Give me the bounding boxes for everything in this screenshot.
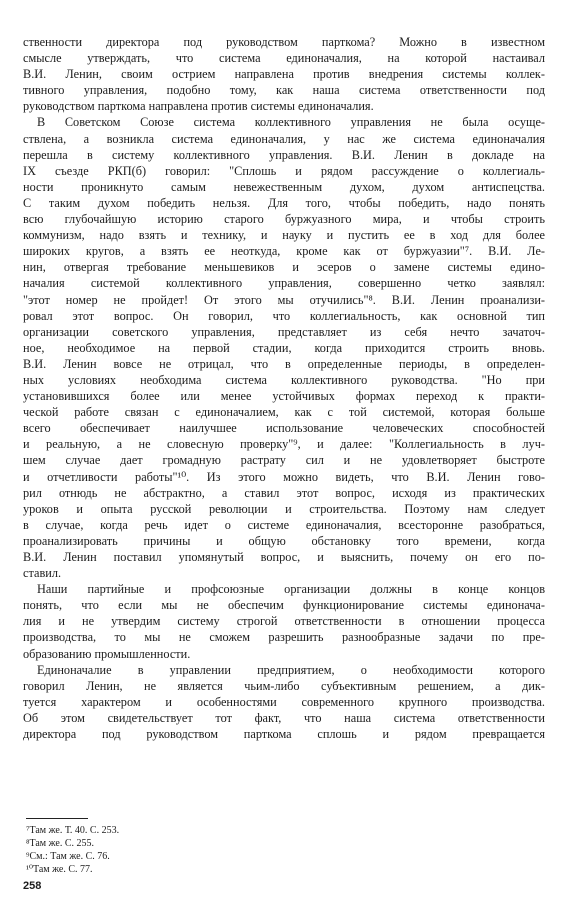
- text-line: началия системой коллективного управления, совершенно четко заявлял:: [23, 276, 545, 291]
- text-line: уроков и опыта русской революции и строительства. Поэтому нам следует: [23, 501, 545, 516]
- text-line: всего обеспечивает наилучшее использование человеческих способностей: [23, 421, 545, 436]
- footnote: ⁸Там же. С. 255.: [26, 838, 94, 849]
- text-line: понять, что если мы не обеспечим функционирование системы единонача-: [23, 598, 545, 613]
- text-line: организации советского управления, представляет из себя нечто зачаточ-: [23, 324, 545, 339]
- footnote: ⁹См.: Там же. С. 76.: [26, 851, 110, 862]
- text-line: тивного управления, подобно тому, как наша система ответственности под: [23, 83, 545, 98]
- text-line: в случае, когда речь идет о системе единоначалия, всесторонне разобраться,: [23, 517, 545, 532]
- text-line: ставил.: [23, 566, 62, 581]
- text-line: IX съезде РКП(б) говорил: "Сплошь и рядом рассуждение о коллегиаль-: [23, 163, 545, 178]
- text-line: рил отнюдь не абстрактно, а ставил этот вопрос, исходя из практических: [23, 485, 545, 500]
- footnote: ⁷Там же. Т. 40. С. 253.: [26, 825, 120, 836]
- text-line: и отчетливости работы"¹⁰. Из этого можно видеть, что В.И. Ленин гово-: [23, 469, 545, 484]
- text-line: ственности директора под руководством парткома? Можно в известном: [23, 35, 545, 49]
- text-line: всю глубочайшую историю старого буржуазного мира, и чтобы строить: [23, 212, 545, 227]
- page-number: 258: [23, 880, 42, 892]
- text-line: и реальную, а не словесную проверку"⁹, и далее: "Коллегиальность в луч-: [23, 437, 545, 452]
- text-line: перешла в систему коллективного управления. В.И. Ленин в докладе на: [23, 147, 545, 162]
- footnote-divider: [26, 818, 88, 819]
- text-line: говорил Ленин, не является чьим-либо субъективным решением, а дик-: [23, 678, 545, 693]
- text-line: смысле утверждать, что система единоначалия, на которой настаивал: [23, 51, 545, 66]
- text-line: широких кругов, а взять ее неоткуда, кроме как от буржуазии"⁷. В.И. Ле-: [23, 244, 545, 259]
- text-line: "этот номер не пройдет! От этого мы отучились"⁸. В.И. Ленин проанализи-: [23, 292, 545, 307]
- text-line: шем случае дает громадную растрату сил и не удовлетворяет быстроте: [23, 453, 545, 468]
- page-body: [23, 34, 545, 742]
- text-line: директора под руководством парткома сплошь и рядом превращается: [23, 727, 545, 742]
- text-line: ровал этот вопрос. Он говорил, что коллегиальность, как основной тип: [23, 308, 545, 323]
- text-line: ческой работе связан с единоначалием, как с той системой, которая больше: [23, 405, 545, 420]
- text-line: В.И. Ленин поставил упомянутый вопрос, и выяснить, почему он его по-: [23, 550, 545, 564]
- text-line: руководством парткома направлена против системы единоначалия.: [23, 99, 374, 114]
- text-line: В.И. Ленин вовсе не отрицал, что в определенные периоды, в определен-: [23, 356, 545, 371]
- text-line: лия и не утвердим систему строгой ответственности в отношении процесса: [23, 614, 545, 629]
- text-line: ности проникнуто самым невежественным духом, духом антиспецства.: [23, 179, 545, 194]
- text-line: установившихся более или менее устойчивых формах переход к практи-: [23, 389, 545, 404]
- text-line: Об этом свидетельствует тот факт, что наша система ответственности: [23, 710, 545, 725]
- text-line: производства, то мы не сможем разрешить разнообразные задачи по пре-: [23, 630, 545, 645]
- text-line: Единоначалие в управлении предприятием, о необходимости которого: [37, 662, 545, 677]
- text-line: В Советском Союзе система коллективного управления не была осуще-: [37, 115, 545, 130]
- text-line: коммунизм, надо взять и технику, и науку и пустить ее в ход для более: [23, 228, 545, 243]
- text-line: образованию промышленности.: [23, 646, 191, 661]
- text-line: нин, отвергая требование меньшевиков и эсеров о замене системы едино-: [23, 260, 545, 275]
- text-line: туется характером и особенностями современного крупного производства.: [23, 694, 545, 709]
- text-line: В.И. Ленин, своим острием направлена против внедрения системы коллек-: [23, 67, 545, 82]
- text-line: проанализировать причины и общую обстановку того времени, когда: [23, 533, 545, 548]
- text-line: С таким духом победить нельзя. Для того, чтобы победить, надо понять: [23, 195, 545, 210]
- footnotes: [26, 824, 326, 876]
- text-line: ных условиях необходима система коллективного руководства. "Но при: [23, 372, 545, 387]
- text-line: ное, необходимое на первой стадии, когда приходится строить вновь.: [23, 340, 545, 355]
- text-line: ствлена, а возникла система единоначалия, у нас же система единоначалия: [23, 131, 545, 146]
- footnote: ¹⁰Там же. С. 77.: [26, 864, 93, 875]
- text-line: Наши партийные и профсоюзные организации должны в конце концов: [37, 582, 545, 597]
